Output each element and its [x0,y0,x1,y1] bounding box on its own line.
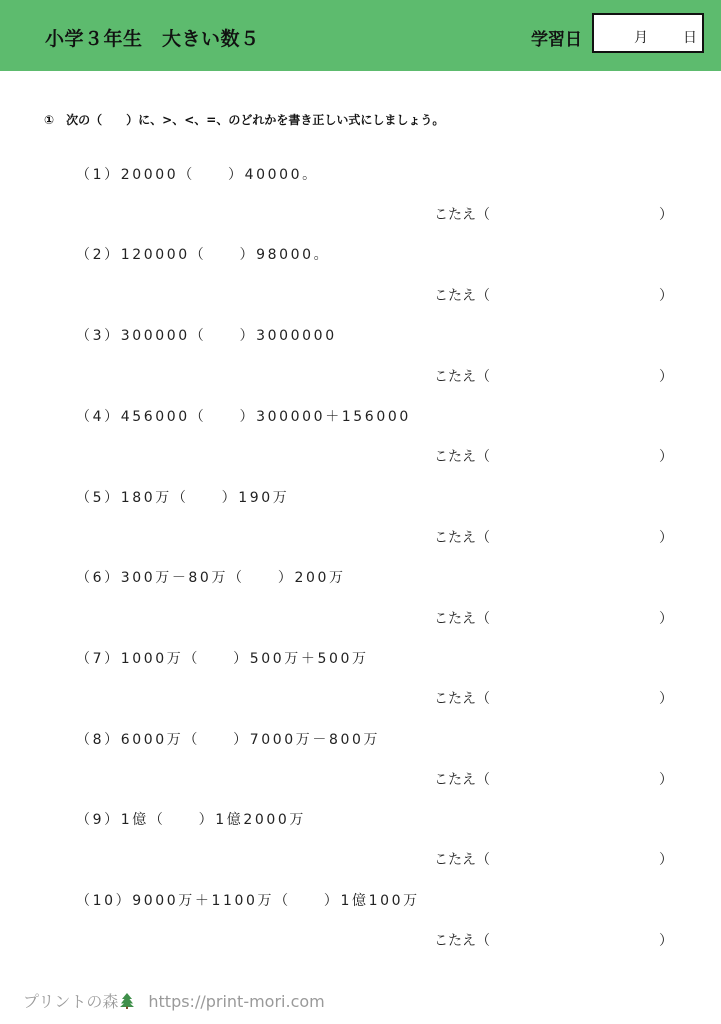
tree-icon [120,993,134,1009]
footer [23,989,325,1012]
answer-label-4: こたえ（ [434,449,490,465]
question-8: （8）6000万（ ）7000万－800万 [76,732,381,748]
instruction-text: ① 次の（ ）に、>、<、=、のどれかを書き正しい式にしましょう。 [44,113,445,127]
answer-close-8: ） [659,772,673,788]
answer-close-3: ） [659,369,673,385]
question-10: （10）9000万＋1100万（ ）1億100万 [76,893,420,909]
answer-label-5: こたえ（ [434,530,490,546]
question-6: （6）300万－80万（ ）200万 [76,570,346,586]
answer-label-2: こたえ（ [434,288,490,304]
answer-label-9: こたえ（ [434,852,490,868]
answer-close-9: ） [659,852,673,868]
answer-close-7: ） [659,691,673,707]
date-label: 学習日 [531,30,582,50]
question-1: （1）20000（ ）40000。 [76,167,319,183]
answer-label-8: こたえ（ [434,772,490,788]
question-9: （9）1億（ ）1億2000万 [76,812,306,828]
question-7: （7）1000万（ ）500万＋500万 [76,651,369,667]
answer-label-3: こたえ（ [434,369,490,385]
question-3: （3）300000（ ）3000000 [76,328,337,344]
answer-close-6: ） [659,611,673,627]
answer-label-6: こたえ（ [434,611,490,627]
question-5: （5）180万（ ）190万 [76,490,290,506]
answer-label-7: こたえ（ [434,691,490,707]
date-month-label: 月 [634,30,648,46]
answer-close-5: ） [659,530,673,546]
date-day-label: 日 [683,30,697,46]
answer-label-1: こたえ（ [434,207,490,223]
answer-close-1: ） [659,207,673,223]
answer-close-2: ） [659,288,673,304]
footer-url[interactable]: https://print-mori.com [148,992,325,1011]
answer-close-10: ） [659,933,673,949]
footer-brand: プリントの森 [23,992,119,1011]
question-4: （4）456000（ ）300000＋156000 [76,409,411,425]
answer-label-10: こたえ（ [434,933,490,949]
question-2: （2）120000（ ）98000。 [76,247,331,263]
page-title: 小学３年生 大きい数５ [45,28,260,50]
answer-close-4: ） [659,449,673,465]
